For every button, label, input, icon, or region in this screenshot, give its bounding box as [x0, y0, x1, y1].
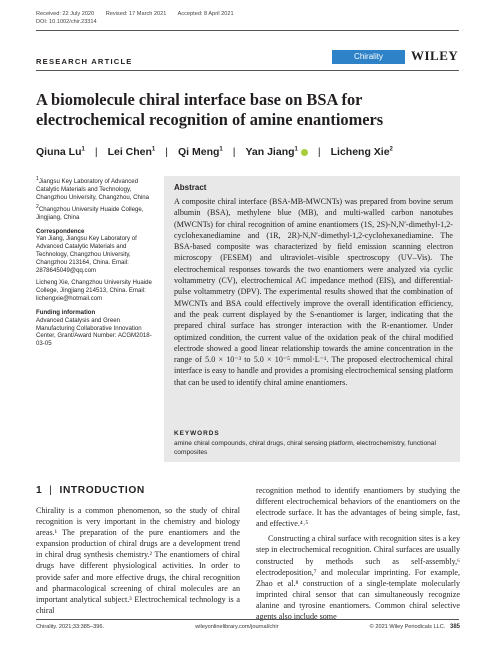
- author-name[interactable]: Qiuna Lu$^1$: [36, 146, 85, 158]
- journal-citation: Chirality. 2021;33:385–396.: [36, 624, 105, 630]
- correspondence-heading: Correspondence: [36, 227, 85, 235]
- accepted-date: Accepted: 8 April 2021: [177, 11, 234, 17]
- correspondence-author-2: Licheng Xie, Changzhou University Huaide College, Jingjiang 214513, China. Email: lichengxie@hotmail.com: [36, 278, 152, 302]
- received-date: Received: 22 July 2020: [36, 11, 95, 17]
- author-separator: |: [317, 146, 321, 158]
- intro-paragraph-1: Chirality is a common phenomenon, so the study of chiral recognition is very important in the chemistry and biology areas.¹ The preparation of the pure enantiomers and the expansion production of chiral drugs are a development trend in chiral drug synthesis chemistry.² The enantiomers of chiral drugs have different physiological activities. In order to provide safer and more effective drugs, the chiral recognition and pharmacological screening of chiral molecules are an important analytical subject.³ Electrochemical technology is a chiral: [36, 506, 240, 615]
- intro-column-1: [36, 505, 240, 616]
- article-history: [36, 10, 244, 26]
- publisher-logo: WILEY: [411, 48, 459, 63]
- header-divider: [36, 30, 459, 31]
- article-sidebar: [36, 175, 158, 352]
- masthead-divider: [36, 70, 459, 71]
- correspondence-author-1: Yan Jiang, Jiangsu Key Laboratory of Advanced Catalytic Materials and Technology, Changzhou University, Changzhou 213164, China. Email: 2878645049@qq.com: [36, 235, 137, 275]
- author-name[interactable]: Lei Chen$^1$: [107, 146, 156, 158]
- page-footer: [36, 624, 460, 630]
- footer-divider: [36, 619, 459, 620]
- author-separator: |: [232, 146, 236, 158]
- intro-paragraph-1-cont: recognition method to identify enantiomers by studying the different electrochemical behaviors of the enantiomers on the electrode surface. It has the advantages of being simple, fast, and effective.⁴˒⁵: [256, 486, 460, 529]
- affiliation-2: $^2$Changzhou University Huaide College, Jingjiang, China: [36, 203, 144, 221]
- article-title: A biomolecule chiral interface base on BSA for electrochemical recognition of amine enantiomers: [36, 90, 384, 129]
- page-number: 385: [449, 624, 460, 630]
- funding-text: Advanced Catalysis and Green Manufacturing Collaborative Innovation Center, Grant/Award Number: ACGM2018-03-05: [36, 316, 152, 348]
- revised-date: Revised: 17 March 2021: [105, 11, 167, 17]
- section-number: 1: [36, 485, 43, 496]
- intro-paragraph-2: Constructing a chiral surface with recognition sites is a key step in electrochemical recognition. Chiral surfaces are usually constructed by methods such as self-assembly,⁶ electrodeposition,⁷ and molecular imprinting. For example, Zhao et al.⁸ construction of a single-template molecularly imprinted chiral sensor that can simultaneously recognize alanine and tyrosine enantiomers. Common chiral selective agents also include some: [256, 534, 460, 622]
- keywords-text: amine chiral compounds, chiral drugs, chiral sensing platform, electrochemistry, functional composites: [174, 440, 436, 456]
- orcid-icon[interactable]: [301, 149, 308, 156]
- author-separator: |: [94, 146, 98, 158]
- funding-heading: Funding information: [36, 308, 96, 316]
- section-heading: [36, 485, 145, 496]
- author-name[interactable]: Qi Meng$^1$: [178, 146, 223, 158]
- section-title: INTRODUCTION: [59, 485, 145, 496]
- keywords-heading: KEYWORDS: [174, 430, 220, 437]
- doi[interactable]: DOI: 10.1002/chir.23314: [36, 19, 97, 25]
- journal-badge: Chirality: [332, 50, 405, 64]
- author-name[interactable]: Licheng Xie$^2$: [330, 146, 393, 158]
- article-type: RESEARCH ARTICLE: [36, 57, 133, 66]
- heading-separator: |: [49, 485, 53, 496]
- abstract-text: A composite chiral interface (BSA-MB-MWCNTs) was prepared from bovine serum albumin (BSA), methylene blue (MB), and multi-walled carbon nanotubes (MWCNTs) for chiral recognition of amine enantiomers (1S, 2S)-N,N′-dimethyl-1,2-cyclohexanediamine and (1R, 2R)-N,N′-dimethyl-1,2-cyclohexanediamine. The BSA-based composite was characterized by field emission scanning electron microscopy (FESEM) and ultraviolet–visible spectroscopy (UV–Vis). The electrochemical responses towards the two enantiomers were analyzed via cyclic voltammetry (CV), electrochemical AC impedance method (EIS), and differential-pulse voltammetry (DPV). The experimental results showed that the combination of MWCNTs and BSA could effectively improve the overall identification efficiency, and the peak current displayed by the S-enantiomer is larger, indicating that the prepared chiral surface has stronger interaction with the R-enantiomer. Under optimized condition, the current value of the oxidation peak of the chiral modified electrode showed a good linear relationship towards the amine concentration in the range of 5.0 × 10⁻³ to 5.0 × 10⁻⁵ mmol·L⁻¹. The proposed electrochemical chiral interface is easy to handle and provides a promising electrochemical sensing platform that can be used to identify chiral amine enantiomers.: [174, 197, 453, 387]
- author-list: [36, 146, 393, 158]
- author-name[interactable]: Yan Jiang$^1$: [246, 146, 308, 158]
- abstract-heading: Abstract: [174, 183, 207, 192]
- author-separator: |: [165, 146, 168, 158]
- journal-url[interactable]: wileyonlinelibrary.com/journal/chir: [195, 624, 279, 630]
- copyright: © 2021 Wiley Periodicals LLC.: [369, 624, 446, 630]
- affiliation-1: $^1$Jiangsu Key Laboratory of Advanced Catalytic Materials and Technology, Changzhou University, Changzhou, China: [36, 175, 150, 201]
- intro-column-2: [256, 485, 460, 622]
